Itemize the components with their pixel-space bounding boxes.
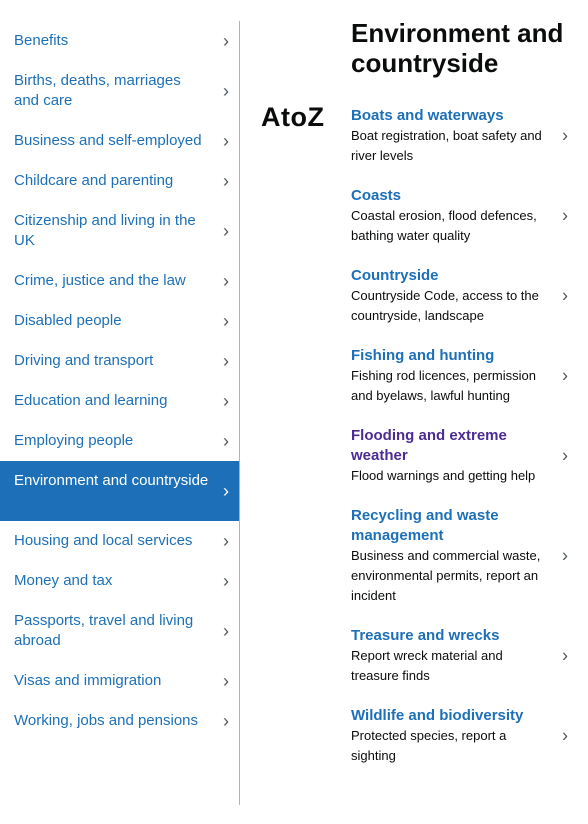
sidebar-item-label: Education and learning xyxy=(14,392,168,409)
chevron-right-icon: › xyxy=(562,285,568,306)
sidebar-item-label: Housing and local services xyxy=(14,532,193,549)
chevron-right-icon: › xyxy=(223,571,229,591)
sidebar-item-citizenship[interactable] xyxy=(0,201,239,261)
topic-title: Countryside xyxy=(351,267,439,284)
topic-countryside[interactable] xyxy=(351,266,576,326)
sidebar-item-environment[interactable] xyxy=(0,461,239,521)
topic-treasure-wrecks[interactable] xyxy=(351,626,576,686)
sidebar-item-label: Working, jobs and pensions xyxy=(14,712,198,729)
sidebar-item-label: Citizenship and living in the UK xyxy=(14,212,196,249)
chevron-right-icon: › xyxy=(223,81,229,101)
chevron-right-icon: › xyxy=(562,205,568,226)
topic-description: Boat registration, boat safety and river levels xyxy=(351,128,542,163)
sidebar-item-label: Crime, justice and the law xyxy=(14,272,186,289)
chevron-right-icon: › xyxy=(223,481,229,501)
topic-description: Fishing rod licences, permission and byelaws, lawful hunting xyxy=(351,368,536,403)
sidebar-nav xyxy=(0,21,240,805)
topic-title: Coasts xyxy=(351,187,402,204)
sidebar-item-label: Births, deaths, marriages and care xyxy=(14,72,181,109)
chevron-right-icon: › xyxy=(223,531,229,551)
chevron-right-icon: › xyxy=(223,31,229,51)
topic-boats-waterways[interactable] xyxy=(351,106,576,166)
topic-fishing-hunting[interactable] xyxy=(351,346,576,406)
topic-description: Protected species, report a sighting xyxy=(351,728,507,763)
topic-description: Report wreck material and treasure finds xyxy=(351,648,503,683)
sidebar-item-label: Passports, travel and living abroad xyxy=(14,612,194,649)
chevron-right-icon: › xyxy=(223,311,229,331)
sidebar-item-education[interactable] xyxy=(0,381,239,421)
atoz-logo: AtoZ xyxy=(261,102,325,132)
sidebar-item-disabled-people[interactable] xyxy=(0,301,239,341)
chevron-right-icon: › xyxy=(223,391,229,411)
chevron-right-icon: › xyxy=(223,171,229,191)
topic-flooding-weather[interactable] xyxy=(351,426,576,486)
sidebar-item-childcare[interactable] xyxy=(0,161,239,201)
topic-description: Coastal erosion, flood defences, bathing water quality xyxy=(351,208,537,243)
sidebar-item-crime-justice[interactable] xyxy=(0,261,239,301)
topic-title: Boats and waterways xyxy=(351,107,504,124)
page-title: Environment and countryside xyxy=(351,18,564,78)
topic-title: Wildlife and biodiversity xyxy=(351,707,524,724)
chevron-right-icon: › xyxy=(562,125,568,146)
topic-recycling-waste[interactable] xyxy=(351,506,576,606)
topic-description: Countryside Code, access to the countryside, landscape xyxy=(351,288,539,323)
sidebar-item-label: Money and tax xyxy=(14,572,113,589)
main-content xyxy=(351,18,576,766)
chevron-right-icon: › xyxy=(562,725,568,746)
chevron-right-icon: › xyxy=(223,131,229,151)
sidebar-item-label: Benefits xyxy=(14,32,69,49)
chevron-right-icon: › xyxy=(223,431,229,451)
sidebar-item-working-jobs[interactable] xyxy=(0,701,239,741)
sidebar-item-business[interactable] xyxy=(0,121,239,161)
chevron-right-icon: › xyxy=(223,351,229,371)
sidebar-item-label: Environment and countryside xyxy=(14,472,209,489)
sidebar-item-passports-travel[interactable] xyxy=(0,601,239,661)
sidebar-item-label: Employing people xyxy=(14,432,134,449)
chevron-right-icon: › xyxy=(223,711,229,731)
sidebar-item-label: Disabled people xyxy=(14,312,122,329)
sidebar-item-label: Childcare and parenting xyxy=(14,172,174,189)
sidebar-item-housing[interactable] xyxy=(0,521,239,561)
sidebar-item-label: Visas and immigration xyxy=(14,672,162,689)
chevron-right-icon: › xyxy=(562,645,568,666)
chevron-right-icon: › xyxy=(223,671,229,691)
sidebar-item-births-deaths-marriages[interactable] xyxy=(0,61,239,121)
sidebar-item-visas[interactable] xyxy=(0,661,239,701)
topic-title: Treasure and wrecks xyxy=(351,627,500,644)
topic-description: Flood warnings and getting help xyxy=(351,468,536,483)
topic-title: Fishing and hunting xyxy=(351,347,495,364)
topic-wildlife-biodiversity[interactable] xyxy=(351,706,576,766)
topic-title: Flooding and extreme weather xyxy=(351,427,507,464)
sidebar-item-label: Driving and transport xyxy=(14,352,154,369)
chevron-right-icon: › xyxy=(223,621,229,641)
topic-description: Business and commercial waste, environmental permits, report an incident xyxy=(351,548,541,603)
topic-title: Recycling and waste management xyxy=(351,507,499,544)
chevron-right-icon: › xyxy=(562,545,568,566)
sidebar-item-driving-transport[interactable] xyxy=(0,341,239,381)
sidebar-item-benefits[interactable] xyxy=(0,21,239,61)
sidebar-item-label: Business and self-employed xyxy=(14,132,202,149)
chevron-right-icon: › xyxy=(562,365,568,386)
chevron-right-icon: › xyxy=(562,445,568,466)
sidebar-item-employing-people[interactable] xyxy=(0,421,239,461)
sidebar-item-money-tax[interactable] xyxy=(0,561,239,601)
topic-coasts[interactable] xyxy=(351,186,576,246)
chevron-right-icon: › xyxy=(223,271,229,291)
chevron-right-icon: › xyxy=(223,221,229,241)
